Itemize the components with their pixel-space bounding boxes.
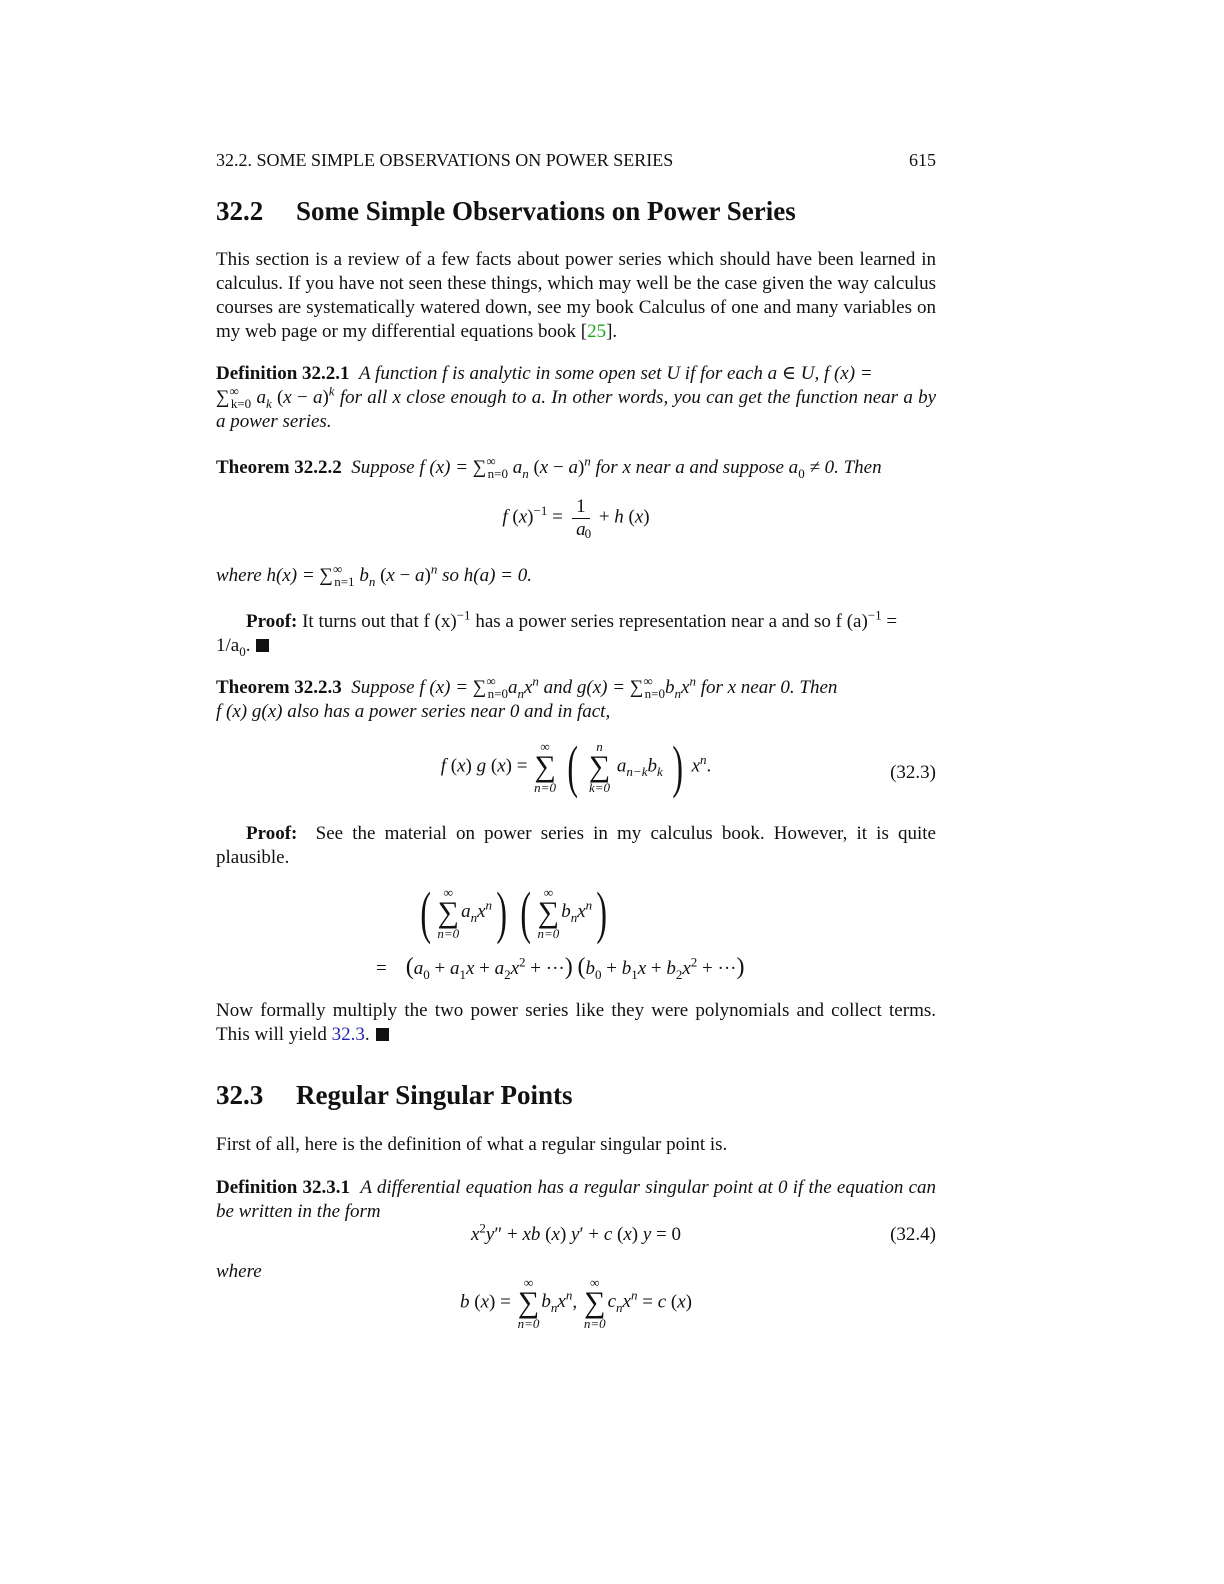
section-title: Regular Singular Points [296, 1080, 573, 1110]
proof-conclusion: Now formally multiply the two power series like they were polynomials and collect terms. This will yield 32.3. [216, 1000, 936, 1045]
section-heading-32-3 [216, 1080, 573, 1111]
expanded-polynomials: = ($a_0 + a_1x + a_2x^2$ + ···) ($b_0 + b_1x + b_2x^2$ + ···) [376, 954, 745, 982]
citation-link[interactable]: 25 [587, 321, 607, 342]
proof-theorem-32-2-2: Proof: It turns out that f $(x)^{-1}$ has a power series representation near a and so f $(a)^{-1}$ = $1/a_0$. [216, 607, 898, 659]
theorem-32-2-2: Theorem 32.2.2 Suppose f $(x) = \sum^\infty_{n=0}$ $a_n$ $(x - a)^n$ for x near a and suppose $a_0 \ne 0$. Then [216, 453, 882, 481]
equation-number: (32.4) [890, 1224, 936, 1245]
section-32-3-intro: First of all, here is the definition of what a regular singular point is. [216, 1134, 728, 1155]
reciprocal-equation: f $(x)^{-1}$ = 1 a 0 + h (x) [502, 496, 650, 541]
page [216, 0, 936, 1584]
section-heading-32-2 [216, 196, 796, 227]
theorem-label: Theorem 32.2.2 [216, 457, 342, 478]
section-title: Some Simple Observations on Power Series [296, 196, 796, 226]
equation-link[interactable]: 32.3 [331, 1024, 365, 1045]
analytic-series-formula: $\sum^\infty_{k=0}$ $a_k$ $(x - a)^k$ [216, 383, 335, 411]
proof-label: Proof: [246, 823, 298, 844]
product-equation-32-3: f (x) g (x) = ∞ ∑ n=0 ( n ∑ k=0 $a_{n-k}b_k$ ) $x^n$. (32.3) [440, 734, 936, 799]
definition-label: Definition 32.2.1 [216, 363, 350, 384]
coefficient-series: b (x) = ∞ ∑ n=0 $b_nx^n$, ∞ ∑ n=0 $c_nx^n = c$ (x) [460, 1275, 692, 1331]
theorem-label: Theorem 32.2.3 [216, 677, 342, 698]
series-formula: $\sum^\infty_{n=0}$ $a_n$ $(x - a)^n$ [472, 453, 591, 481]
product-of-sums: ( ∞ ∑ n=0 $a_nx^n$) ( ∞ ∑ n=0 $b_nx^n$) [420, 880, 608, 945]
page-number: 615 [909, 150, 936, 170]
definition-32-3-1: Definition 32.3.1 A differential equation has a regular singular point at 0 if the equation can be written in the form [216, 1177, 937, 1222]
summation-inner: n ∑ k=0 [588, 739, 611, 795]
running-head [216, 150, 936, 171]
section-number: 32.2 [216, 196, 264, 226]
proof-label: Proof: [246, 611, 298, 632]
proof-theorem-32-2-3: Proof: See the material on power series in my calculus book. However, it is quite plausible. [216, 823, 936, 868]
section-intro-paragraph: This section is a review of a few facts about power series which should have been learned in calculus. If you have not seen these things, which may well be the case given the way calculus courses are systematically watered down, see my book Calculus of one and many variables on my web page or my differential equations book [25]. [216, 249, 936, 342]
section-number: 32.3 [216, 1080, 264, 1110]
definition-32-2-1: Definition 32.2.1 A function f is analytic in some open set U if for each a ∈ U, f (x) = $\sum^\infty_{k=0}$ $a_k$ $(x - a)^k$ for all x close enough to a. In other words, you can get the function near a by a power series. [216, 363, 937, 432]
equation-number: (32.3) [890, 762, 936, 783]
equation-32-4: $x^2y''$ + xb (x) y′ + c (x) y = 0 (32.4) [470, 1220, 936, 1245]
fraction-one-over-a0: 1 a 0 [571, 496, 592, 540]
theorem-32-2-3: Theorem 32.2.3 Suppose f $(x) = \sum^\infty_{n=0}a_nx^n$ and $g(x) = \sum^\infty_{n=0}b_nx^n$ for x near 0. Then f (x) g(x) also has a power series near 0 and in fact, [216, 673, 838, 722]
qed-square [376, 1028, 389, 1041]
definition-label: Definition 32.3.1 [216, 1177, 350, 1198]
summation-outer: ∞ ∑ n=0 [534, 739, 556, 795]
theorem-32-2-2-where: where $h(x) = \sum^\infty_{n=1}$ $b_n$ $(x - a)^n$ so h(a) = 0. [216, 561, 532, 589]
qed-square [256, 639, 269, 652]
running-head-title: 32.2. SOME SIMPLE OBSERVATIONS ON POWER SERIES [216, 150, 674, 170]
definition-where: where [216, 1261, 262, 1282]
